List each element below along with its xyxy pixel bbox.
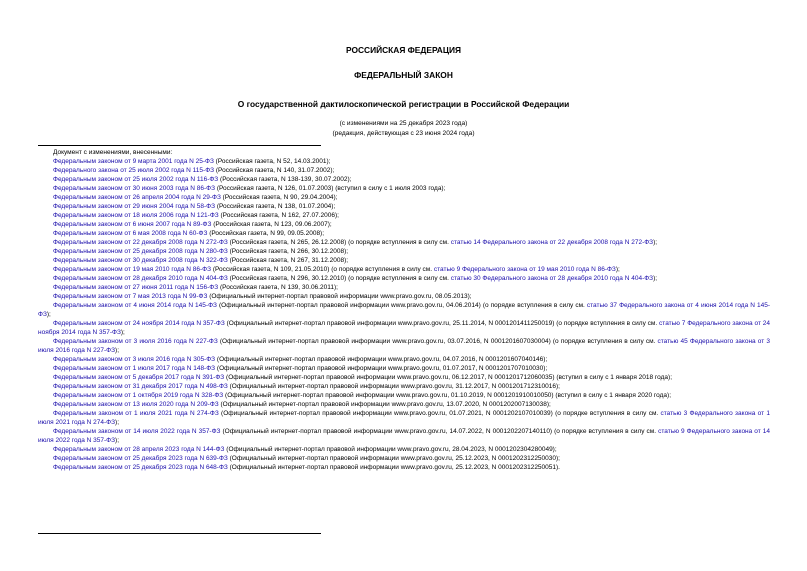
header-country: РОССИЙСКАЯ ФЕДЕРАЦИЯ	[345, 45, 462, 55]
amendment-link[interactable]: Федеральным законом от 31 декабря 2017 года N 498-ФЗ	[53, 383, 228, 390]
amendment-text: (Официальный интернет-портал правовой информации www.pravo.gov.ru, 13.07.2020, N 0001202007130038);	[218, 401, 551, 408]
amendment-link[interactable]: Федеральным законом от 30 июня 2003 года N 86-ФЗ	[53, 185, 216, 192]
amendment-text: );	[615, 266, 620, 273]
changes-note: (с изменениями на 25 декабря 2023 года)	[339, 120, 468, 127]
amendment-text: );	[115, 419, 120, 426]
amendment-item	[38, 463, 770, 472]
amendment-item	[38, 427, 770, 445]
amendment-item	[38, 256, 770, 265]
amendments-intro: Документ с изменениями, внесенными:	[53, 149, 173, 156]
amendment-text: (Российская газета, N 265, 26.12.2008) (о порядке вступления в силу см.	[227, 239, 451, 246]
amendment-link[interactable]: Федеральным законом от 18 июля 2006 года N 121-ФЗ	[53, 212, 219, 219]
amendment-link[interactable]: Федеральным законом от 24 ноября 2014 года N 357-ФЗ	[53, 320, 225, 327]
amendment-link[interactable]: статью 9 Федерального закона от 19 мая 2010 года N 86-ФЗ	[433, 266, 616, 273]
amendment-link[interactable]: Федеральным законом от 13 июля 2020 года N 209-ФЗ	[53, 401, 219, 408]
amendments-block	[38, 148, 770, 472]
amendment-item	[38, 274, 770, 283]
amendment-item	[38, 220, 770, 229]
amendment-item	[38, 238, 770, 247]
amendment-item	[38, 265, 770, 274]
top-divider	[38, 145, 321, 146]
amendment-text: );	[115, 347, 120, 354]
amendment-text: (Официальный интернет-портал правовой информации www.pravo.gov.ru, 01.07.2017, N 0001201707010030);	[215, 365, 548, 372]
amendment-link[interactable]: Федеральным законом от 25 июля 2002 года N 116-ФЗ	[53, 176, 219, 183]
amendment-text: (Официальный интернет-портал правовой информации www.pravo.gov.ru, 03.07.2016, N 0001201607030004) (о порядке вступления в силу см.	[217, 338, 658, 345]
header-law-type: ФЕДЕРАЛЬНЫЙ ЗАКОН	[354, 70, 453, 80]
amendment-text: (Российская газета, N 90, 29.04.2004);	[220, 194, 338, 201]
amendment-text: (Официальный интернет-портал правовой информации www.pravo.gov.ru, 25.11.2014, N 0001201411250019) (о порядке вступления в силу см.	[224, 320, 660, 327]
edition-note: (редакция, действующая с 23 июня 2024 года)	[332, 130, 475, 137]
amendment-text: (Официальный интернет-портал правовой информации www.pravo.gov.ru, 31.12.2017, N 0001201712310016);	[227, 383, 560, 390]
amendment-link[interactable]: Федеральным законом от 22 декабря 2008 года N 272-ФЗ	[53, 239, 228, 246]
amendment-text: (Российская газета, N 140, 31.07.2002);	[214, 167, 335, 174]
amendment-item	[38, 283, 770, 292]
amendment-text: (Официальный интернет-портал правовой информации www.pravo.gov.ru, 08.05.2013);	[207, 293, 472, 300]
amendment-link[interactable]: Федеральным законом от 25 декабря 2023 года N 639-ФЗ	[53, 455, 228, 462]
amendment-link[interactable]: Федеральным законом от 25 декабря 2008 года N 280-ФЗ	[53, 248, 228, 255]
amendment-item	[38, 175, 770, 184]
amendment-link[interactable]: Федеральным законом от 9 марта 2001 года N 25-ФЗ	[53, 158, 214, 165]
bottom-divider	[38, 533, 321, 534]
amendment-text: (Российская газета, N 52, 14.03.2001);	[213, 158, 331, 165]
amendment-item	[38, 247, 770, 256]
amendment-item	[38, 202, 770, 211]
amendment-link[interactable]: статью 14 Федерального закона от 22 декабря 2008 года N 272-ФЗ	[450, 239, 654, 246]
amendment-text: (Официальный интернет-портал правовой информации www.pravo.gov.ru, 04.06.2014) (о порядке вступления в силу см.	[216, 302, 587, 309]
amendment-item	[38, 445, 770, 454]
amendment-text: );	[653, 275, 658, 282]
amendment-item	[38, 337, 770, 355]
amendment-link[interactable]: Федеральным законом от 3 июля 2016 года N 305-ФЗ	[53, 356, 216, 363]
amendment-item	[38, 391, 770, 400]
amendment-link[interactable]: Федеральным законом от 7 мая 2013 года N 99-ФЗ	[53, 293, 208, 300]
amendment-item	[38, 400, 770, 409]
amendment-link[interactable]: Федеральным законом от 1 октября 2019 года N 328-ФЗ	[53, 392, 224, 399]
amendment-text: (Официальный интернет-портал правовой информации www.pravo.gov.ru, 01.07.2021, N 0001202107010039) (о порядке вступления в силу см.	[218, 410, 661, 417]
amendment-item	[38, 364, 770, 373]
amendment-text: (Российская газета, N 139, 30.06.2011);	[218, 284, 338, 291]
amendment-text: );	[115, 437, 120, 444]
amendment-link[interactable]: статью 7 Федерального закона от 24 ноября 2014 года N 357-ФЗ	[38, 320, 770, 336]
amendment-item	[38, 382, 770, 391]
amendment-text: (Российская газета, N 267, 31.12.2008);	[227, 257, 349, 264]
amendment-link[interactable]: Федеральным законом от 30 декабря 2008 года N 322-ФЗ	[53, 257, 228, 264]
amendment-link[interactable]: Федеральным законом от 26 апреля 2004 года N 29-ФЗ	[53, 194, 221, 201]
amendment-link[interactable]: Федеральным законом от 1 июля 2021 года N 274-ФЗ	[53, 410, 219, 417]
amendment-text: (Официальный интернет-портал правовой информации www.pravo.gov.ru, 14.07.2022, N 0001202207140110) (о порядке вступления в силу см.	[220, 428, 659, 435]
amendment-text: (Российская газета, N 162, 27.07.2006);	[218, 212, 339, 219]
amendment-text: (Российская газета, N 266, 30.12.2008);	[227, 248, 349, 255]
amendment-link[interactable]: статью 30 Федерального закона от 28 декабря 2010 года N 404-ФЗ	[450, 275, 654, 282]
amendment-text: (Официальный интернет-портал правовой информации www.pravo.gov.ru, 04.07.2016, N 0001201607040146);	[215, 356, 548, 363]
amendment-item	[38, 319, 770, 337]
amendment-item	[38, 355, 770, 364]
amendment-link[interactable]: Федеральным законом от 28 апреля 2023 года N 144-ФЗ	[53, 446, 225, 453]
amendment-link[interactable]: Федеральным законом от 6 июня 2007 года N 89-ФЗ	[53, 221, 212, 228]
amendment-link[interactable]: статью 9 Федерального закона от 14 июля 2022 года N 357-ФЗ	[38, 428, 770, 444]
amendment-text: (Российская газета, N 109, 21.05.2010) (о порядке вступления в силу см.	[211, 266, 434, 273]
amendment-item	[38, 166, 770, 175]
amendment-link[interactable]: статью 3 Федерального закона от 1 июля 2021 года N 274-ФЗ	[38, 410, 770, 426]
amendments-list	[38, 157, 770, 472]
amendment-item	[38, 409, 770, 427]
amendment-link[interactable]: Федеральным законом от 6 мая 2008 года N 60-ФЗ	[53, 230, 208, 237]
amendment-link[interactable]: Федеральным законом от 14 июля 2022 года N 357-ФЗ	[53, 428, 221, 435]
amendment-text: (Российская газета, N 126, 01.07.2003) (вступил в силу с 1 июля 2003 года);	[215, 185, 446, 192]
amendment-link[interactable]: Федеральным законом от 1 июля 2017 года N 148-ФЗ	[53, 365, 216, 372]
amendment-link[interactable]: статью 37 Федерального закона от 4 июня 2014 года N 145-ФЗ	[38, 302, 771, 318]
amendment-text: (Российская газета, N 138-139, 30.07.2002);	[218, 176, 352, 183]
amendment-item	[38, 193, 770, 202]
amendment-text: (Российская газета, N 296, 30.12.2010) (о порядке вступления в силу см.	[227, 275, 451, 282]
amendment-text: );	[46, 311, 51, 318]
amendment-text: (Российская газета, N 138, 01.07.2004);	[215, 203, 336, 210]
amendment-item	[38, 229, 770, 238]
amendment-link[interactable]: Федеральным законом от 29 июня 2004 года N 58-ФЗ	[53, 203, 216, 210]
amendment-link[interactable]: Федеральным законом от 19 мая 2010 года N 86-ФЗ	[53, 266, 212, 273]
amendment-item	[38, 211, 770, 220]
amendment-item	[38, 157, 770, 166]
amendment-link[interactable]: Федеральным законом от 27 июня 2011 года N 156-ФЗ	[53, 284, 219, 291]
amendment-text: (Официальный интернет-портал правовой информации www.pravo.gov.ru, 28.04.2023, N 0001202304280049);	[224, 446, 557, 453]
amendment-link[interactable]: Федеральным законом от 4 июня 2014 года N 145-ФЗ	[53, 302, 217, 309]
amendment-link[interactable]: Федеральным законом от 25 декабря 2023 года N 648-ФЗ	[53, 464, 228, 471]
amendment-item	[38, 184, 770, 193]
amendment-link[interactable]: Федеральным законом от 3 июля 2016 года N 227-ФЗ	[53, 338, 218, 345]
amendment-text: (Официальный интернет-портал правовой информации www.pravo.gov.ru, 01.10.2019, N 0001201910010050) (вступил в силу с 1 января 2020 года);	[223, 392, 672, 399]
amendment-text: );	[653, 239, 658, 246]
amendment-item	[38, 292, 770, 301]
amendment-item	[38, 373, 770, 382]
amendment-item	[38, 454, 770, 463]
amendment-text: (Официальный интернет-портал правовой информации www.pravo.gov.ru, 25.12.2023, N 0001202312250030);	[227, 455, 560, 462]
amendment-text: (Российская газета, N 123, 09.06.2007);	[211, 221, 332, 228]
amendment-link[interactable]: Федеральным законом от 28 декабря 2010 года N 404-ФЗ	[53, 275, 228, 282]
amendment-link[interactable]: статью 45 Федерального закона от 3 июля 2016 года N 227-ФЗ	[38, 338, 770, 354]
document-title: О государственной дактилоскопической регистрации в Российской Федерации	[237, 99, 570, 109]
amendment-text: );	[120, 329, 125, 336]
amendment-text: (Российская газета, N 99, 09.05.2008);	[207, 230, 325, 237]
amendment-text: (Официальный интернет-портал правовой информации www.pravo.gov.ru, 06.12.2017, N 0001201712060035) (вступил в силу с 1 января 2018 года);	[224, 374, 672, 381]
amendment-text: (Официальный интернет-портал правовой информации www.pravo.gov.ru, 25.12.2023, N 0001202312250051).	[227, 464, 560, 471]
amendment-link[interactable]: Федерального закона от 25 июля 2002 года N 115-ФЗ	[53, 167, 215, 174]
amendment-link[interactable]: Федеральным законом от 5 декабря 2017 года N 391-ФЗ	[53, 374, 225, 381]
amendment-item	[38, 301, 770, 319]
